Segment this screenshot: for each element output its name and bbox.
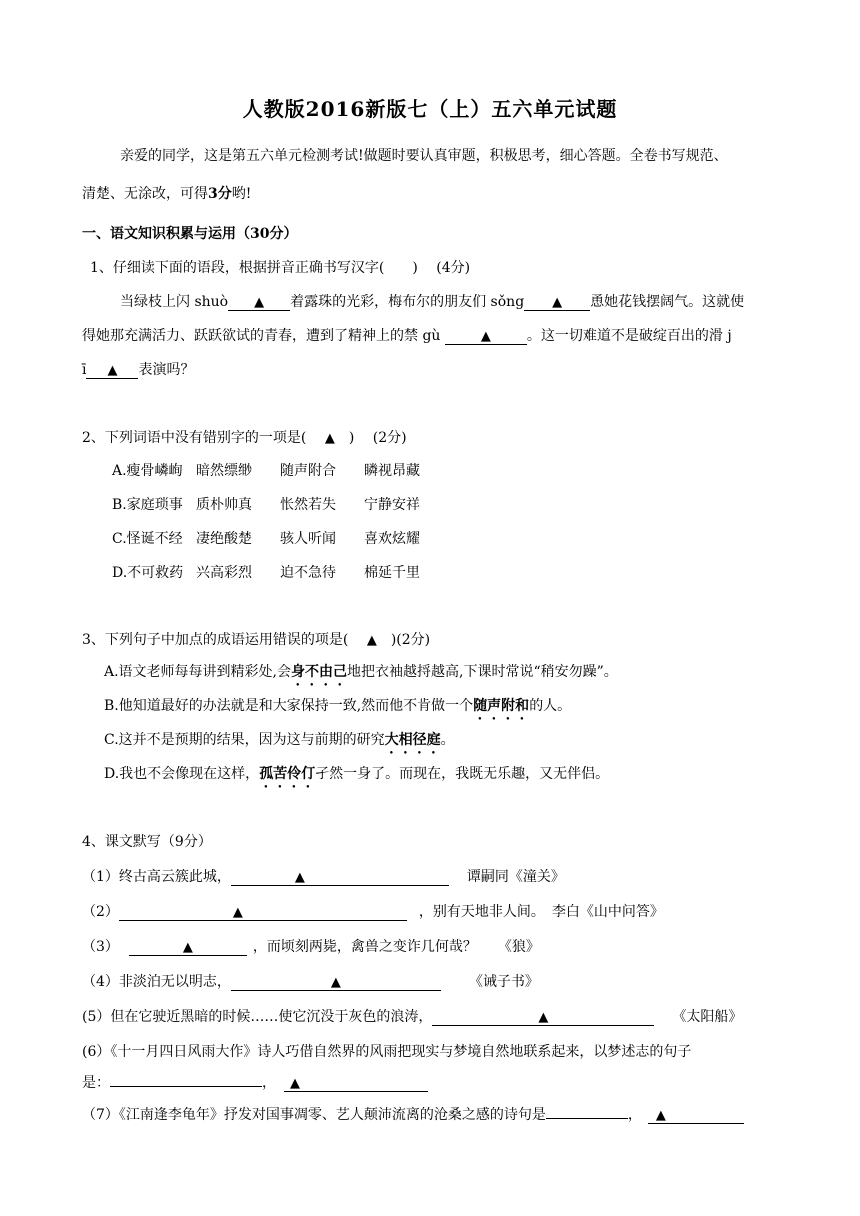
q3-stem (82, 630, 430, 651)
answer-blank[interactable] (119, 904, 407, 921)
triangle-marker: ▲ (480, 329, 491, 344)
q4-stem: 4、课文默写（9分） (82, 834, 212, 850)
answer-blank[interactable] (432, 1009, 654, 1026)
q1-text: 得她那充满活力、跃跃欲试的青春，遭到了精神上的禁 gù (82, 328, 445, 344)
option-word: 凄绝酸楚 (196, 531, 252, 547)
answer-blank[interactable] (648, 1107, 744, 1124)
triangle-marker: ▲ (324, 431, 335, 446)
q4-item-3 (82, 937, 540, 957)
answer-blank[interactable] (129, 939, 247, 956)
q4-item-7 (82, 1102, 744, 1125)
triangle-marker: ▲ (182, 940, 193, 955)
q1-text: 。这一切难道不是破绽百出的滑 j (526, 328, 732, 344)
triangle-marker: ▲ (552, 295, 563, 310)
q2-stem (82, 428, 407, 449)
section-1-heading: 一、语文知识积累与运用（30分） (82, 226, 298, 242)
triangle-marker: ▲ (655, 1108, 666, 1123)
q4-source: ，别有天地非人间。 李白《山中问答》 (418, 904, 664, 920)
option-word: A.瘦骨嶙峋 (112, 463, 183, 479)
option-word: 瞵视昂藏 (364, 463, 420, 479)
q4-text: （4）非淡泊无以明志， (82, 974, 231, 990)
q4-text: （1）终古高云簇此城， (82, 869, 231, 885)
q1-passage-line-2 (82, 326, 732, 346)
q4-text: (5）但在它驶近黑暗的时候……使它沉没于灰色的浪涛， (82, 1009, 433, 1025)
option-word: C.怪诞不经 (112, 531, 183, 547)
page-title: 人教版2016新版七（上）五六单元试题 (242, 97, 618, 121)
q2-option-c[interactable] (112, 529, 448, 549)
option-word: B.家庭琐事 (112, 497, 183, 513)
answer-blank[interactable] (284, 1075, 428, 1092)
triangle-marker: ▲ (294, 870, 305, 885)
triangle-marker: ▲ (538, 1010, 549, 1025)
q2-option-d[interactable] (112, 563, 448, 583)
intro-text-end: 哟! (231, 186, 252, 202)
option-word: 兴高彩烈 (196, 565, 252, 581)
answer-blank[interactable] (231, 974, 441, 991)
q1-text: 着露珠的光彩，梅布尔的朋友们 sǒng (290, 294, 525, 310)
option-word: 喜欢炫耀 (364, 531, 420, 547)
emphasized-idiom: 随声附和 (473, 698, 530, 714)
option-word: 随声附合 (280, 463, 336, 479)
option-word: 迫不急待 (280, 565, 336, 581)
q3-text: 地把衣袖越捋越高,下课时常说“稍安勿躁”。 (347, 664, 618, 680)
q3-text: )(2分) (376, 632, 431, 648)
answer-blank[interactable] (228, 294, 290, 311)
option-word: 暗然缥缈 (196, 463, 252, 479)
answer-blank[interactable] (524, 294, 590, 311)
q3-text: A.语文老师每每讲到精彩处,会 (104, 664, 292, 680)
option-word: 质朴帅真 (196, 497, 252, 513)
answer-blank[interactable] (110, 1070, 262, 1087)
q4-item-2 (82, 902, 664, 922)
q2-option-b[interactable] (112, 495, 448, 515)
q4-text: （7）《江南逢李龟年》抒发对国事凋零、艺人颠沛流离的沧桑之感的诗句是 (82, 1107, 546, 1123)
triangle-marker: ▲ (107, 363, 118, 378)
q4-item-4 (82, 972, 539, 992)
answer-blank[interactable] (546, 1102, 628, 1119)
option-word: 棉延千里 (364, 565, 420, 581)
q3-option-a[interactable] (104, 662, 618, 689)
answer-blank[interactable] (445, 328, 527, 345)
q3-option-d[interactable] (104, 764, 609, 791)
option-word: D.不可救药 (112, 565, 184, 581)
q4-text: ， (627, 1107, 642, 1123)
q1-text: 当绿枝上闪 shuò (120, 294, 229, 310)
q4-item-6-line-1: (6）《十一月四日风雨大作》诗人巧借自然界的风雨把现实与梦境自然地联系起来，以梦述志的句子 (82, 1044, 692, 1060)
option-word: 怅然若失 (280, 497, 336, 513)
q4-item-1 (82, 867, 565, 887)
triangle-marker: ▲ (366, 633, 377, 648)
q3-option-b[interactable] (104, 696, 571, 723)
triangle-marker: ▲ (232, 905, 243, 920)
intro-text: 清楚、无涂改，可得 (82, 186, 208, 202)
q4-text: 是： (82, 1075, 110, 1091)
option-word: 宁静安祥 (364, 497, 420, 513)
q2-option-a[interactable] (112, 461, 448, 481)
q4-text: （2） (82, 904, 119, 920)
answer-blank[interactable] (231, 869, 449, 886)
q2-text: ) (2分) (334, 430, 407, 446)
q2-text: 2、下列词语中没有错别字的一项是( (82, 430, 325, 446)
triangle-marker: ▲ (254, 295, 265, 310)
intro-line-1: 亲爱的同学，这是第五六单元检测考试!做题时要认真审题，积极思考，细心答题。全卷书写规范、 (120, 148, 728, 164)
q3-option-c[interactable] (104, 730, 455, 757)
q4-source: 谭嗣同《潼关》 (466, 869, 565, 885)
q1-text: 表演吗？ (138, 362, 195, 378)
q3-text: 3、下列句子中加点的成语运用错误的项是( (82, 632, 367, 648)
q4-source: ，而顷刻两毙，禽兽之变诈几何哉？ 《狼》 (252, 939, 540, 955)
emphasized-idiom: 大相径庭 (384, 732, 441, 748)
q3-text: D.我也不会像现在这样， (104, 766, 260, 782)
intro-score: 3分 (208, 186, 232, 202)
q3-text: C.这并不是预期的结果，因为这与前期的研究 (104, 732, 385, 748)
q1-passage-line-1 (120, 292, 744, 312)
q1-text: 恿她花钱摆阔气。这就使 (590, 294, 745, 310)
q3-text: B.他知道最好的办法就是和大家保持一致,然而他不肯做一个 (104, 698, 474, 714)
triangle-marker: ▲ (290, 1076, 300, 1091)
q4-source: 《诫子书》 (468, 974, 539, 990)
q3-text: 孑然一身了。而现在，我既无乐趣，又无伴侣。 (315, 766, 610, 782)
q3-text: 。 (440, 732, 455, 748)
q3-text: 的人。 (529, 698, 572, 714)
q4-text: ， (262, 1075, 276, 1091)
option-word: 骇人听闻 (280, 531, 336, 547)
q1-stem: 1、仔细读下面的语段，根据拼音正确书写汉字( ) (4分) (90, 260, 471, 276)
q1-passage-line-3 (82, 360, 194, 380)
q4-source: 《太阳船》 (672, 1009, 743, 1025)
q4-item-5 (82, 1007, 742, 1027)
q4-text: （3） (82, 939, 119, 955)
triangle-marker: ▲ (330, 975, 341, 990)
emphasized-idiom: 身不由己 (291, 664, 348, 680)
intro-line-2 (82, 184, 251, 204)
emphasized-idiom: 孤苦伶仃 (259, 766, 316, 782)
answer-blank[interactable] (86, 362, 138, 379)
q1-text: ī (82, 362, 87, 378)
q4-item-6-line-2 (82, 1070, 428, 1093)
